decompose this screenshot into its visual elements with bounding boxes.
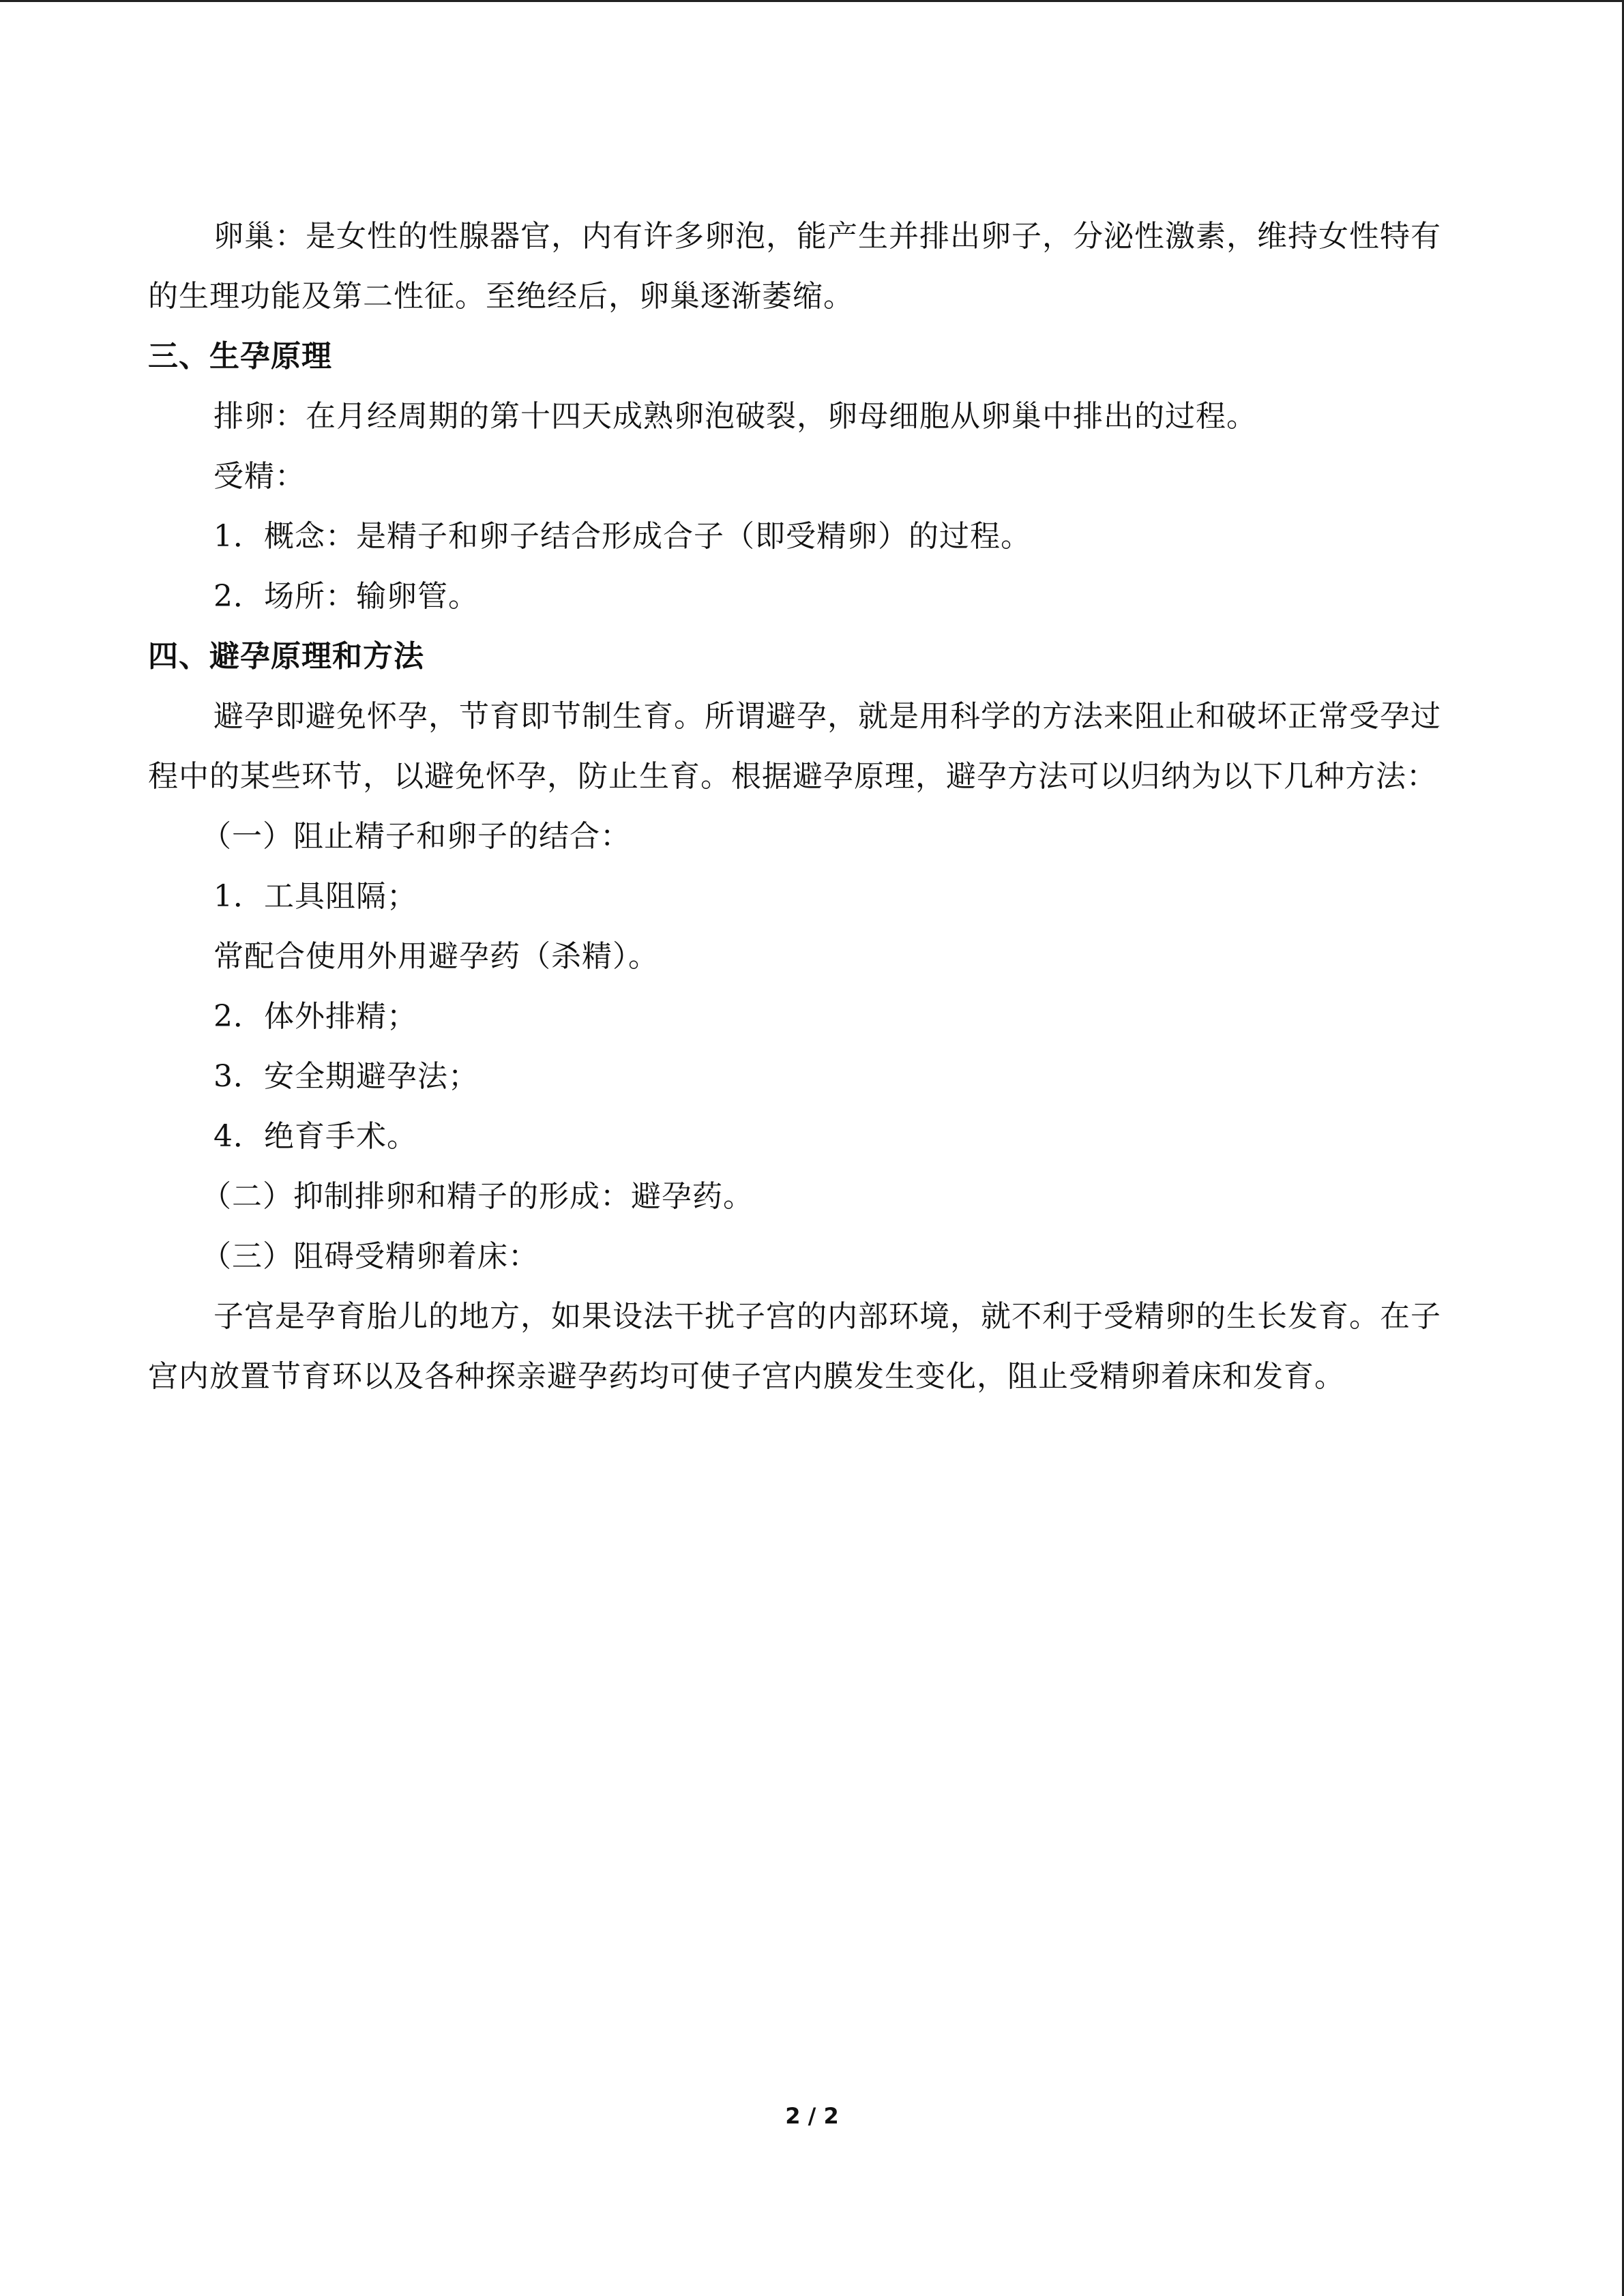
list-item-concept: 1．概念：是精子和卵子结合形成合子（即受精卵）的过程。 — [213, 519, 1031, 554]
list-item-location: 2．场所：输卵管。 — [213, 579, 479, 614]
paragraph-spermicide-note: 常配合使用外用避孕药（杀精）。 — [213, 939, 659, 974]
list-item-barrier: 1．工具阻隔； — [213, 879, 417, 914]
list-item-sterilization: 4．绝育手术。 — [213, 1119, 417, 1154]
paragraph-contraception-intro: 避孕即避免怀孕，节育即节制生育。所谓避孕，就是用科学的方法来阻止和破坏正常受孕过程中的某些环节，以避免怀孕，防止生育。根据避孕原理，避孕方法可以归纳为以下几种方法： — [148, 699, 1441, 794]
paragraph-ovary: 卵巢：是女性的性腺器官，内有许多卵泡，能产生并排出卵子，分泌性激素，维持女性特有的生理功能及第二性征。至绝经后，卵巢逐渐萎缩。 — [148, 219, 1441, 314]
section-heading-reproduction-principle: 三、生孕原理 — [148, 339, 332, 374]
document-body — [148, 207, 1461, 1407]
subsection-inhibit-ovulation: （二）抑制排卵和精子的形成：避孕药。 — [201, 1179, 754, 1214]
page-number: 2 / 2 — [785, 2103, 839, 2129]
list-item-safe-period: 3．安全期避孕法； — [213, 1059, 479, 1094]
paragraph-ovulation: 排卵：在月经周期的第十四天成熟卵泡破裂，卵母细胞从卵巢中排出的过程。 — [213, 399, 1257, 434]
section-heading-contraception: 四、避孕原理和方法 — [148, 639, 424, 674]
subsection-block-fertilization: （一）阻止精子和卵子的结合： — [201, 819, 631, 854]
list-item-withdrawal: 2．体外排精； — [213, 999, 417, 1034]
paragraph-uterus: 子宫是孕育胎儿的地方，如果设法干扰子宫的内部环境，就不利于受精卵的生长发育。在子宫内放置节育环以及各种探亲避孕药均可使子宫内膜发生变化，阻止受精卵着床和发育。 — [148, 1299, 1441, 1394]
paragraph-fertilization-label: 受精： — [213, 459, 306, 494]
subsection-block-implantation: （三）阻碍受精卵着床： — [201, 1239, 539, 1274]
